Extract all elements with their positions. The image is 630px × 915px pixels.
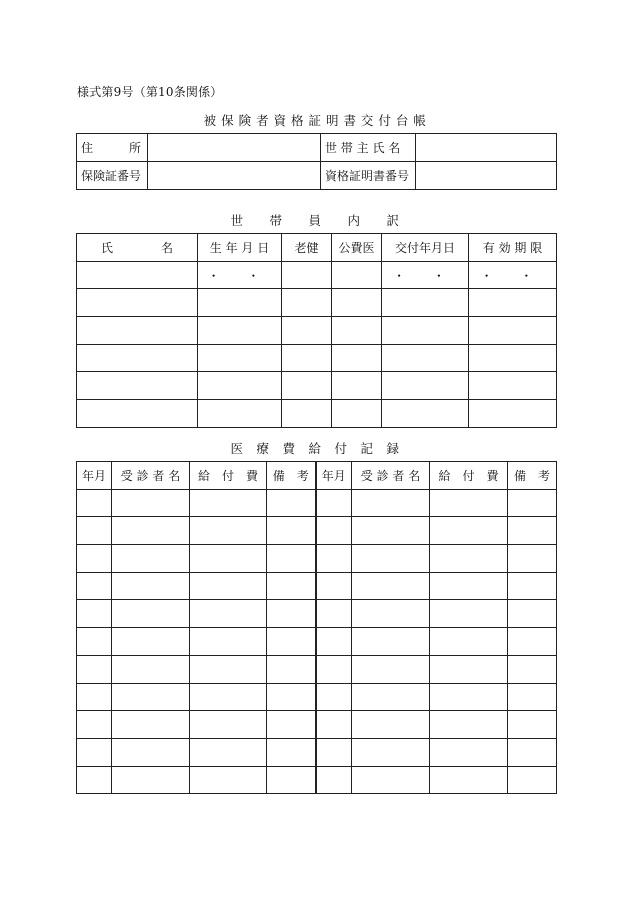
household-head-name-label: 世 帯 主 氏 名 [321, 134, 416, 162]
cell[interactable] [77, 344, 198, 372]
cell[interactable] [508, 738, 557, 766]
header-remarks-left: 備 考 [267, 462, 316, 490]
table-row [77, 600, 557, 628]
cell[interactable] [316, 766, 352, 794]
cell[interactable] [430, 489, 508, 517]
cell[interactable] [316, 711, 352, 739]
cell[interactable] [316, 600, 352, 628]
cell[interactable] [430, 600, 508, 628]
cell[interactable] [469, 344, 557, 372]
cell[interactable] [198, 289, 282, 317]
header-elderly-health: 老健 [282, 234, 332, 262]
cell[interactable] [332, 372, 382, 400]
cell[interactable] [77, 400, 198, 428]
table-row [77, 628, 557, 656]
table-row [77, 545, 557, 573]
cell[interactable] [77, 572, 112, 600]
cell[interactable] [508, 711, 557, 739]
household-members-table [76, 233, 557, 428]
cell[interactable] [430, 738, 508, 766]
cell[interactable] [282, 400, 332, 428]
table-row [77, 572, 557, 600]
header-public-medical: 公費医 [332, 234, 382, 262]
cell[interactable] [198, 317, 282, 345]
cell[interactable] [112, 683, 190, 711]
cell[interactable] [508, 766, 557, 794]
table-row [77, 655, 557, 683]
cell[interactable] [316, 738, 352, 766]
cell[interactable] [352, 711, 430, 739]
table-row [77, 400, 557, 428]
cell[interactable] [316, 683, 352, 711]
table-row [77, 317, 557, 345]
cell[interactable] [112, 489, 190, 517]
cell[interactable] [77, 372, 198, 400]
cell[interactable] [190, 572, 267, 600]
cell[interactable] [352, 545, 430, 573]
cell[interactable] [77, 655, 112, 683]
cell[interactable] [198, 372, 282, 400]
cell[interactable] [282, 317, 332, 345]
cell[interactable] [352, 655, 430, 683]
address-label: 住 所 [77, 134, 148, 162]
applicant-info-table [76, 133, 557, 190]
cell[interactable] [508, 600, 557, 628]
cell[interactable] [77, 738, 112, 766]
cell[interactable] [508, 545, 557, 573]
cell[interactable] [190, 489, 267, 517]
header-birthdate: 生 年 月 日 [198, 234, 282, 262]
cell[interactable] [430, 766, 508, 794]
cell[interactable] [267, 517, 316, 545]
insurance-number-label: 保険証番号 [77, 162, 148, 190]
header-benefit-amount-right: 給 付 費 [430, 462, 508, 490]
cell[interactable] [352, 628, 430, 656]
cell[interactable] [112, 766, 190, 794]
cell[interactable] [77, 517, 112, 545]
cell[interactable] [382, 289, 469, 317]
cell[interactable] [267, 545, 316, 573]
cell[interactable] [382, 344, 469, 372]
cell[interactable] [267, 683, 316, 711]
cell[interactable] [352, 683, 430, 711]
cell[interactable] [352, 572, 430, 600]
medical-benefit-table [76, 461, 557, 794]
cell[interactable] [267, 738, 316, 766]
header-year-month-right: 年月 [316, 462, 352, 490]
cell[interactable] [190, 517, 267, 545]
cell[interactable] [508, 572, 557, 600]
cell[interactable] [430, 517, 508, 545]
cell[interactable] [267, 489, 316, 517]
cell[interactable] [352, 489, 430, 517]
cell[interactable] [469, 372, 557, 400]
cell[interactable] [352, 766, 430, 794]
cell[interactable] [198, 344, 282, 372]
cell[interactable] [430, 683, 508, 711]
cell[interactable] [430, 545, 508, 573]
cell[interactable] [190, 600, 267, 628]
table-row [77, 711, 557, 739]
cell[interactable] [469, 400, 557, 428]
cell[interactable] [508, 517, 557, 545]
cell[interactable] [112, 655, 190, 683]
cell[interactable] [190, 738, 267, 766]
ledger-title: 被 保 険 者 資 格 証 明 書 交 付 台 帳 [203, 113, 427, 128]
cell[interactable] [316, 517, 352, 545]
table-row [77, 517, 557, 545]
cell[interactable] [352, 738, 430, 766]
header-expiry: 有 効 期 限 [469, 234, 557, 262]
cell[interactable] [190, 711, 267, 739]
cell[interactable] [77, 317, 198, 345]
cell[interactable] [282, 372, 332, 400]
cell[interactable] [77, 489, 112, 517]
cell[interactable] [282, 344, 332, 372]
address-field[interactable] [148, 134, 321, 162]
cell[interactable] [469, 317, 557, 345]
cell[interactable] [112, 545, 190, 573]
header-year-month-left: 年月 [77, 462, 112, 490]
cell[interactable] [430, 572, 508, 600]
cell[interactable] [382, 400, 469, 428]
cell[interactable] [190, 545, 267, 573]
header-benefit-amount-left: 給 付 費 [190, 462, 267, 490]
table-row [77, 738, 557, 766]
cell[interactable] [332, 289, 382, 317]
cell[interactable] [77, 600, 112, 628]
header-name: 氏 名 [77, 234, 198, 262]
elderly-health-cell[interactable] [282, 261, 332, 289]
birthdate-cell[interactable]: ・ ・ [198, 261, 282, 289]
cell[interactable] [382, 372, 469, 400]
medical-benefit-title: 医 療 費 給 付 記 録 [230, 441, 400, 456]
insurance-number-field[interactable] [148, 162, 321, 190]
cell[interactable] [469, 289, 557, 317]
cell[interactable] [112, 572, 190, 600]
cell[interactable] [77, 766, 112, 794]
cell[interactable] [190, 655, 267, 683]
expiry-cell[interactable]: ・ ・ [469, 261, 557, 289]
cell[interactable] [77, 545, 112, 573]
table-row [77, 766, 557, 794]
cell[interactable] [190, 766, 267, 794]
cell[interactable] [316, 572, 352, 600]
cell[interactable] [267, 766, 316, 794]
cell[interactable] [430, 655, 508, 683]
table-row [77, 289, 557, 317]
cell[interactable] [430, 711, 508, 739]
header-patient-name-left: 受 診 者 名 [112, 462, 190, 490]
table-row [77, 344, 557, 372]
cell[interactable] [198, 400, 282, 428]
header-issue-date: 交付年月日 [382, 234, 469, 262]
household-members-title: 世 帯 員 内 訳 [230, 213, 400, 228]
cell[interactable] [267, 628, 316, 656]
certificate-number-field[interactable] [416, 162, 557, 190]
cell[interactable] [316, 655, 352, 683]
cell[interactable] [267, 572, 316, 600]
public-medical-cell[interactable] [332, 261, 382, 289]
header-remarks-right: 備 考 [508, 462, 557, 490]
cell[interactable] [267, 655, 316, 683]
table-row [77, 683, 557, 711]
cell[interactable] [267, 711, 316, 739]
cell[interactable] [332, 317, 382, 345]
cell[interactable] [112, 628, 190, 656]
cell[interactable] [430, 628, 508, 656]
cell[interactable] [508, 489, 557, 517]
cell[interactable] [112, 517, 190, 545]
cell[interactable] [77, 289, 198, 317]
cell[interactable] [508, 655, 557, 683]
cell[interactable] [112, 711, 190, 739]
issue-date-cell[interactable]: ・ ・ [382, 261, 469, 289]
cell[interactable] [316, 545, 352, 573]
table-row [77, 372, 557, 400]
cell[interactable] [352, 600, 430, 628]
cell[interactable] [190, 628, 267, 656]
form-number-label: 様式第9号（第10条関係） [77, 85, 223, 99]
header-patient-name-right: 受 診 者 名 [352, 462, 430, 490]
cell[interactable] [112, 600, 190, 628]
cell[interactable] [332, 400, 382, 428]
cell[interactable] [316, 489, 352, 517]
cell[interactable] [316, 628, 352, 656]
cell[interactable] [332, 344, 382, 372]
cell[interactable] [77, 683, 112, 711]
cell[interactable] [382, 317, 469, 345]
household-head-name-field[interactable] [416, 134, 557, 162]
cell[interactable] [282, 289, 332, 317]
cell[interactable] [112, 738, 190, 766]
cell[interactable] [190, 683, 267, 711]
member-name-cell[interactable] [77, 261, 198, 289]
cell[interactable] [508, 628, 557, 656]
cell[interactable] [77, 628, 112, 656]
cell[interactable] [508, 683, 557, 711]
table-row [77, 489, 557, 517]
cell[interactable] [77, 711, 112, 739]
table-row [77, 261, 557, 289]
cell[interactable] [267, 600, 316, 628]
cell[interactable] [352, 517, 430, 545]
certificate-number-label: 資格証明書番号 [321, 162, 416, 190]
